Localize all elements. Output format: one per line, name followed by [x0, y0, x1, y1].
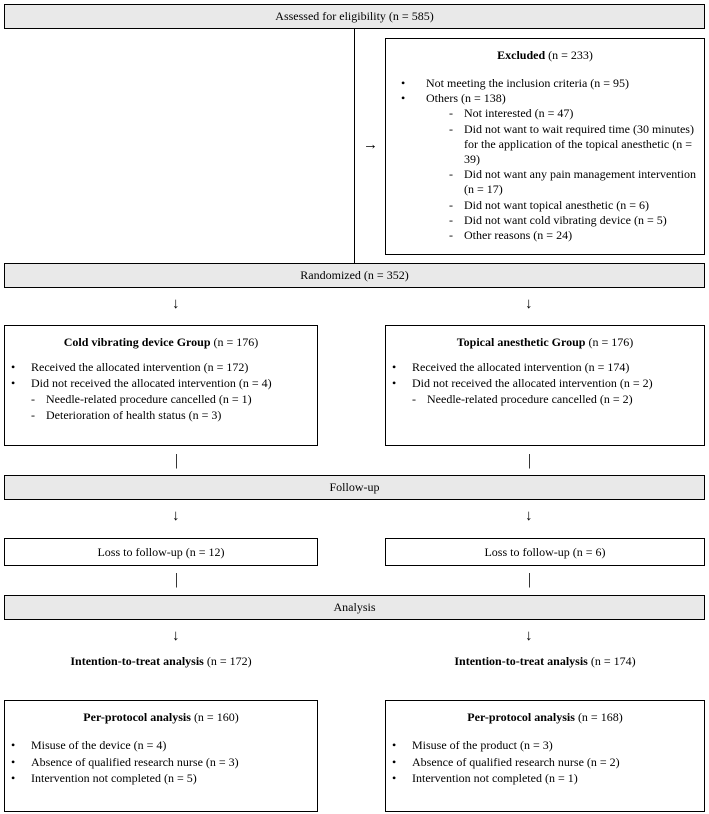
- list-item: [5, 391, 317, 407]
- list-item: [386, 91, 704, 106]
- list-item-text: Did not want to wait required time (30 minutes) for the application of the topical anesthetic (n = 39): [464, 121, 694, 167]
- eligibility-connector-line: [354, 29, 355, 263]
- left-per-protocol-title: [5, 710, 317, 725]
- analysis-box: [4, 595, 705, 620]
- randomized-label: Randomized (n = 352): [300, 268, 409, 282]
- left-per-protocol-title-text: Per-protocol analysis: [83, 710, 191, 724]
- cold-vibrating-group-title: [5, 335, 317, 350]
- bullet-marker: •: [392, 360, 397, 374]
- list-item-text: Received the allocated intervention (n = 172): [31, 360, 249, 374]
- followup-label: Follow-up: [329, 480, 380, 494]
- dash-marker: -: [449, 228, 453, 243]
- topical-anesthetic-group-title: [386, 335, 704, 350]
- bullet-marker: •: [392, 376, 397, 390]
- arrow-right-icon: →: [363, 137, 378, 153]
- arrow-down-icon: ↓: [172, 508, 180, 524]
- dash-marker: -: [449, 106, 453, 121]
- right-loss-label: Loss to follow-up (n = 6): [484, 544, 606, 559]
- list-item: [5, 407, 317, 423]
- excluded-title-text: Excluded: [497, 48, 546, 62]
- right-per-protocol-title-text: Per-protocol analysis: [467, 710, 575, 724]
- list-item-text: Absence of qualified research nurse (n = 3): [31, 754, 239, 769]
- topical-anesthetic-group-title-count: (n = 176): [585, 335, 634, 349]
- bullet-marker: •: [401, 76, 406, 90]
- bullet-marker: •: [11, 754, 16, 769]
- list-item: [386, 770, 704, 787]
- connector-line: |: [175, 452, 179, 469]
- list-item: [386, 359, 704, 375]
- right-per-protocol-list: [386, 737, 704, 787]
- list-item: [386, 754, 704, 771]
- list-item: [386, 167, 704, 197]
- bullet-marker: •: [11, 738, 16, 752]
- left-per-protocol-box: [4, 700, 318, 812]
- excluded-title: [386, 48, 704, 63]
- list-item-text: Needle-related procedure cancelled (n = 1): [46, 392, 252, 406]
- followup-box: [4, 475, 705, 500]
- list-item: [386, 391, 704, 407]
- dash-marker: -: [31, 408, 35, 422]
- right-loss-box: [385, 538, 705, 566]
- list-item-text: Received the allocated intervention (n = 174): [412, 360, 630, 374]
- bullet-marker: •: [401, 91, 406, 106]
- connector-line: |: [528, 571, 532, 588]
- excluded-title-count: (n = 233): [545, 48, 593, 62]
- arrow-down-icon: ↓: [525, 508, 533, 524]
- list-item-text: Not meeting the inclusion criteria (n = 95): [426, 76, 630, 90]
- dash-marker: -: [449, 197, 453, 212]
- topical-anesthetic-group-title-text: Topical anesthetic Group: [456, 335, 586, 349]
- cold-vibrating-group-title-count: (n = 176): [210, 335, 259, 349]
- list-item-text: Needle-related procedure cancelled (n = 2): [427, 392, 633, 406]
- list-item: [386, 76, 704, 91]
- list-item-text: Did not want cold vibrating device (n = 5): [464, 212, 667, 227]
- arrow-down-icon: ↓: [525, 296, 533, 312]
- bullet-marker: •: [392, 754, 397, 769]
- list-item: [386, 228, 704, 243]
- list-item-text: Deterioration of health status (n = 3): [46, 408, 222, 422]
- left-per-protocol-title-count: (n = 160): [190, 710, 239, 724]
- dash-marker: -: [412, 392, 416, 406]
- connector-line: |: [175, 571, 179, 588]
- left-itt-count: (n = 172): [203, 654, 252, 668]
- dash-marker: -: [31, 392, 35, 406]
- cold-vibrating-group-title-text: Cold vibrating device Group: [63, 335, 211, 349]
- right-itt-count: (n = 174): [587, 654, 636, 668]
- list-item-text: Absence of qualified research nurse (n = 2): [412, 754, 620, 769]
- bullet-marker: •: [11, 376, 16, 390]
- left-loss-box: [4, 538, 318, 566]
- left-loss-label: Loss to follow-up (n = 12): [97, 544, 225, 559]
- list-item-text: Not interested (n = 47): [464, 106, 574, 121]
- right-per-protocol-title-count: (n = 168): [574, 710, 623, 724]
- list-item: [386, 213, 704, 228]
- list-item: [386, 737, 704, 754]
- assessed-eligibility-box: [4, 4, 705, 29]
- dash-marker: -: [449, 167, 453, 182]
- list-item-text: Intervention not completed (n = 5): [31, 771, 197, 785]
- arrow-down-icon: ↓: [172, 628, 180, 644]
- assessed-eligibility-label: Assessed for eligibility (n = 585): [275, 9, 434, 23]
- list-item-text: Did not want topical anesthetic (n = 6): [464, 197, 650, 212]
- list-item: [5, 375, 317, 391]
- cold-vibrating-group-list: [5, 359, 317, 423]
- cold-vibrating-group-box: [4, 325, 318, 446]
- list-item-text: Did not received the allocated intervention (n = 2): [412, 376, 653, 390]
- bullet-marker: •: [11, 771, 16, 785]
- list-item-text: Did not received the allocated intervention (n = 4): [31, 376, 272, 390]
- left-itt-title: Intention-to-treat analysis: [70, 654, 204, 668]
- right-itt-title: Intention-to-treat analysis: [454, 654, 588, 668]
- excluded-box: [385, 38, 705, 255]
- arrow-down-icon: ↓: [172, 296, 180, 312]
- list-item-text: Misuse of the device (n = 4): [31, 738, 167, 752]
- topical-anesthetic-group-list: [386, 359, 704, 407]
- dash-marker: -: [449, 121, 453, 136]
- left-per-protocol-list: [5, 737, 317, 787]
- excluded-list: [386, 76, 704, 243]
- list-item: [5, 359, 317, 375]
- bullet-marker: •: [11, 360, 16, 374]
- list-item: [386, 375, 704, 391]
- analysis-label: Analysis: [333, 600, 376, 614]
- list-item-text: Misuse of the product (n = 3): [412, 738, 553, 752]
- bullet-marker: •: [392, 738, 397, 752]
- left-itt-label: [4, 654, 318, 669]
- randomized-box: [4, 263, 705, 288]
- right-itt-label: [385, 654, 705, 669]
- right-per-protocol-box: [385, 700, 705, 812]
- list-item: [386, 106, 704, 121]
- connector-line: |: [528, 452, 532, 469]
- list-item: [386, 122, 704, 168]
- right-per-protocol-title: [386, 710, 704, 725]
- bullet-marker: •: [392, 771, 397, 785]
- list-item-text: Intervention not completed (n = 1): [412, 771, 578, 785]
- topical-anesthetic-group-box: [385, 325, 705, 446]
- list-item: [5, 737, 317, 754]
- list-item: [386, 198, 704, 213]
- list-item-text: Did not want any pain management intervention (n = 17): [464, 167, 696, 197]
- dash-marker: -: [449, 212, 453, 227]
- list-item: [5, 754, 317, 771]
- list-item-text: Others (n = 138): [426, 91, 506, 106]
- arrow-down-icon: ↓: [525, 628, 533, 644]
- list-item: [5, 770, 317, 787]
- list-item-text: Other reasons (n = 24): [464, 228, 573, 243]
